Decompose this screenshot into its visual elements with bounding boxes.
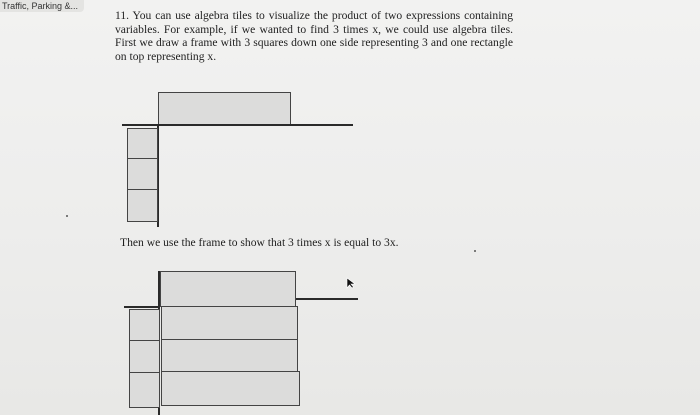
product-x-rectangle-tile	[161, 339, 298, 373]
problem-number: 11.	[115, 9, 130, 22]
arrow-cursor-icon	[346, 277, 356, 289]
unit-square-tile	[127, 158, 158, 190]
specks	[66, 215, 68, 217]
product-x-rectangle-tile	[161, 371, 300, 406]
unit-square-tile	[127, 189, 158, 222]
x-rectangle-tile	[158, 92, 291, 125]
frame-horizontal-line	[124, 306, 160, 308]
unit-square-tile	[129, 372, 160, 408]
unit-square-tile	[127, 128, 158, 159]
frame-horizontal-line	[296, 298, 358, 300]
product-x-rectangle-tile	[161, 306, 298, 341]
specks	[474, 250, 476, 252]
x-rectangle-tile	[160, 271, 296, 307]
followup-sentence: Then we use the frame to show that 3 times x is equal to 3x.	[120, 236, 399, 249]
problem-text: You can use algebra tiles to visualize the product of two expressions containing variables. For example, if we wanted to find 3 times x, we could use algebra tiles. First we draw a frame with 3 squares down one side representing 3 and one rectangle on top representing x.	[115, 9, 514, 63]
unit-square-tile	[129, 340, 160, 373]
browser-tab-label[interactable]: Traffic, Parking &...	[0, 0, 84, 12]
unit-square-tile	[129, 309, 160, 341]
problem-paragraph	[115, 9, 513, 63]
